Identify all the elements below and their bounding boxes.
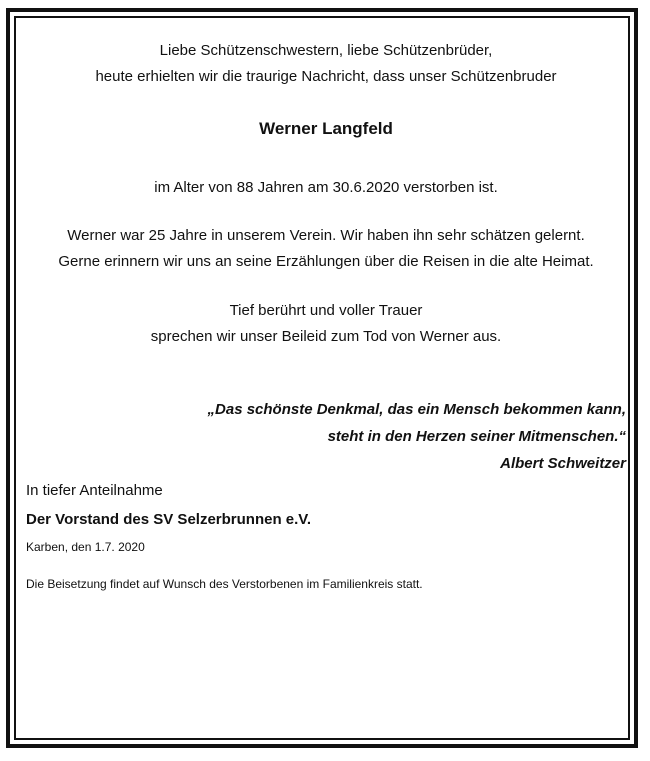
tribute-block xyxy=(26,223,626,275)
condolence-line-1: Tief berührt und voller Trauer xyxy=(229,302,423,319)
burial-note: Die Beisetzung findet auf Wunsch des Verstorbenen im Familienkreis statt. xyxy=(26,577,423,591)
tribute-line-2: Gerne erinnern wir uns an seine Erzählungen über die Reisen in die alte Heimat. xyxy=(58,253,594,270)
signature: Der Vorstand des SV Selzerbrunnen e.V. xyxy=(26,511,312,528)
quote-block xyxy=(26,396,626,477)
greeting-block xyxy=(26,38,626,90)
place-date: Karben, den 1.7. 2020 xyxy=(26,540,145,554)
closing-phrase: In tiefer Anteilnahme xyxy=(26,482,163,499)
death-notice: im Alter von 88 Jahren am 30.6.2020 verstorben ist. xyxy=(154,179,498,196)
tribute-line-1: Werner war 25 Jahre in unserem Verein. Wir haben ihn sehr schätzen gelernt. xyxy=(67,227,585,244)
greeting-line-1: Liebe Schützenschwestern, liebe Schützenbrüder, xyxy=(159,42,493,59)
greeting-line-2: heute erhielten wir die traurige Nachricht, dass unser Schützenbruder xyxy=(95,68,557,85)
quote-author: Albert Schweitzer xyxy=(500,455,626,472)
condolence-line-2: sprechen wir unser Beileid zum Tod von Werner aus. xyxy=(150,328,502,345)
deceased-name: Werner Langfeld xyxy=(259,119,393,138)
quote-line-2: steht in den Herzen seiner Mitmenschen.“ xyxy=(327,428,626,445)
quote-line-1: „Das schönste Denkmal, das ein Mensch bekommen kann, xyxy=(207,401,626,418)
condolence-block xyxy=(26,298,626,350)
